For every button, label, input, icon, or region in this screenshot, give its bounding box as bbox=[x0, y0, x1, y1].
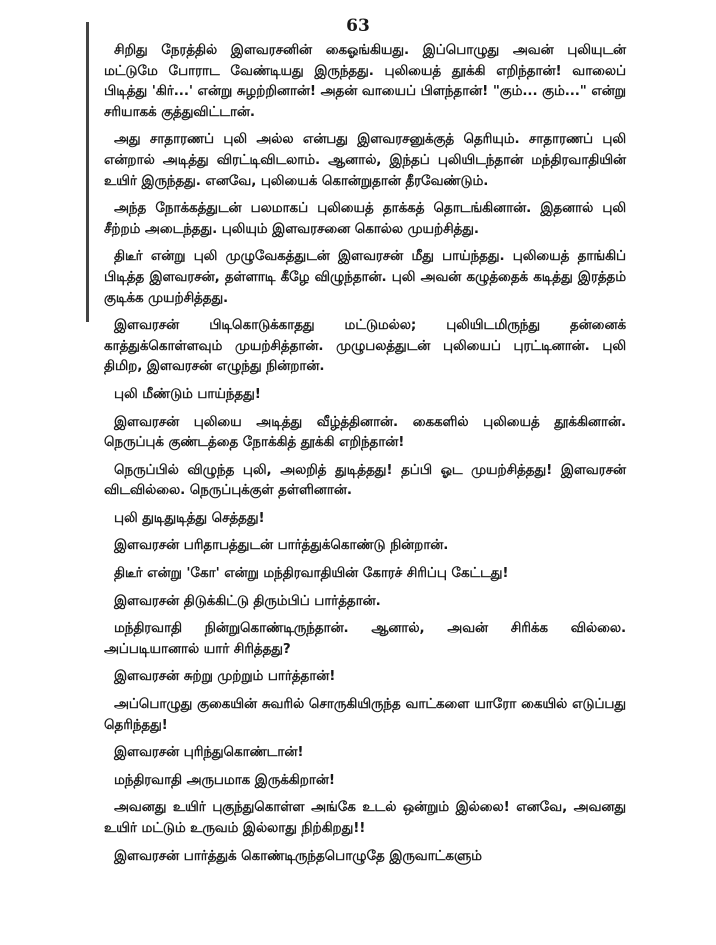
binding-shadow bbox=[86, 22, 89, 322]
paragraph: மந்திரவாதி நின்றுகொண்டிருந்தான். ஆனால், அவன் சிரிக்க வில்லை. அப்படியானால் யார் சிரித்தது? bbox=[104, 620, 626, 657]
paragraph: இளவரசன் புரிந்துகொண்டான்! bbox=[114, 744, 304, 761]
paragraph: அப்பொழுது குகையின் சுவரில் சொருகியிருந்த வாட்களை யாரோ கையில் எடுப்பது தெரிந்தது! bbox=[104, 696, 626, 733]
paragraph: இளவரசன் பரிதாபத்துடன் பார்த்துக்கொண்டு நின்றான். bbox=[114, 537, 449, 554]
page-number: 63 bbox=[346, 16, 370, 36]
paragraph: அந்த நோக்கத்துடன் பலமாகப் புலியைத் தாக்கத் தொடங்கினான். இதனால் புலி சீற்றம் அடைந்தது. புலியும் இளவரசனை கொல்ல முயற்சித்து. bbox=[104, 200, 626, 237]
paragraph: இளவரசன் சுற்று முற்றும் பார்த்தான்! bbox=[114, 668, 336, 685]
paragraph: மந்திரவாதி அருபமாக இருக்கிறான்! bbox=[114, 771, 335, 788]
paragraph: திடீர் என்று 'கோ' என்று மந்திரவாதியின் கோரச் சிரிப்பு கேட்டது! bbox=[114, 565, 509, 582]
story-text bbox=[104, 40, 626, 873]
paragraph: அவனது உயிர் புகுந்துகொள்ள அங்கே உடல் ஒன்றும் இல்லை! எனவே, அவனது உயிர் மட்டும் உருவம் இல்லாது நிற்கிறது!! bbox=[104, 799, 626, 836]
paragraph: திடீர் என்று புலி முழுவேகத்துடன் இளவரசன் மீது பாய்ந்தது. புலியைத் தாங்கிப் பிடித்த இளவரசன், தள்ளாடி கீழே விழுந்தான். புலி அவன் கழுத்தைக் கடித்து இரத்தம் குடிக்க முயற்சித்தது. bbox=[104, 248, 626, 306]
paragraph: அது சாதாரணப் புலி அல்ல என்பது இளவரசனுக்குத் தெரியும். சாதாரணப் புலி என்றால் அடித்து விரட்டிவிடலாம். ஆனால், இந்தப் புலியிடந்தான் மந்திரவாதியின் உயிர் இருந்தது. எனவே, புலியைக் கொன்றுதான் தீரவேண்டும். bbox=[104, 131, 626, 189]
paragraph: இளவரசன் புலியை அடித்து வீழ்த்தினான். கைகளில் புலியைத் தூக்கினான். நெருப்புக் குண்டத்தை நோக்கித் தூக்கி எறிந்தான்! bbox=[104, 413, 626, 451]
paragraph: சிறிது நேரத்தில் இளவரசனின் கைஓங்கியது. இப்பொழுது அவன் புலியுடன் மட்டுமே போராட வேண்டியது இருந்தது. புலியைத் தூக்கி எறிந்தான்! வாலைப் பிடித்து 'கிர்...' என்று சுழற்றினான்! அதன் வாயைப் பிளந்தான்! "கும்... கும்..." என்று சரியாகக் குத்துவிட்டான். bbox=[104, 42, 626, 120]
paragraph: நெருப்பில் விழுந்த புலி, அலறித் துடித்தது! தப்பி ஓட முயற்சித்தது! இளவரசன் விடவில்லை. நெருப்புக்குள் தள்ளினான். bbox=[104, 461, 626, 499]
paragraph: இளவரசன் திடுக்கிட்டு திரும்பிப் பார்த்தான். bbox=[114, 592, 381, 609]
paragraph: புலி துடிதுடித்து செத்தது! bbox=[114, 509, 265, 526]
paragraph: இளவரசன் பார்த்துக் கொண்டிருந்தபொழுதே இருவாட்களும் bbox=[114, 847, 482, 864]
paragraph: இளவரசன் பிடிகொடுக்காதது மட்டுமல்ல; புலியிடமிருந்து தன்னைக் காத்துக்கொள்ளவும் முயற்சித்தான். முழுபலத்துடன் புலியைப் புரட்டினான். புலி திமிற, இளவரசன் எழுந்து நின்றான். bbox=[104, 317, 626, 375]
paragraph: புலி மீண்டும் பாய்ந்தது! bbox=[114, 385, 261, 402]
